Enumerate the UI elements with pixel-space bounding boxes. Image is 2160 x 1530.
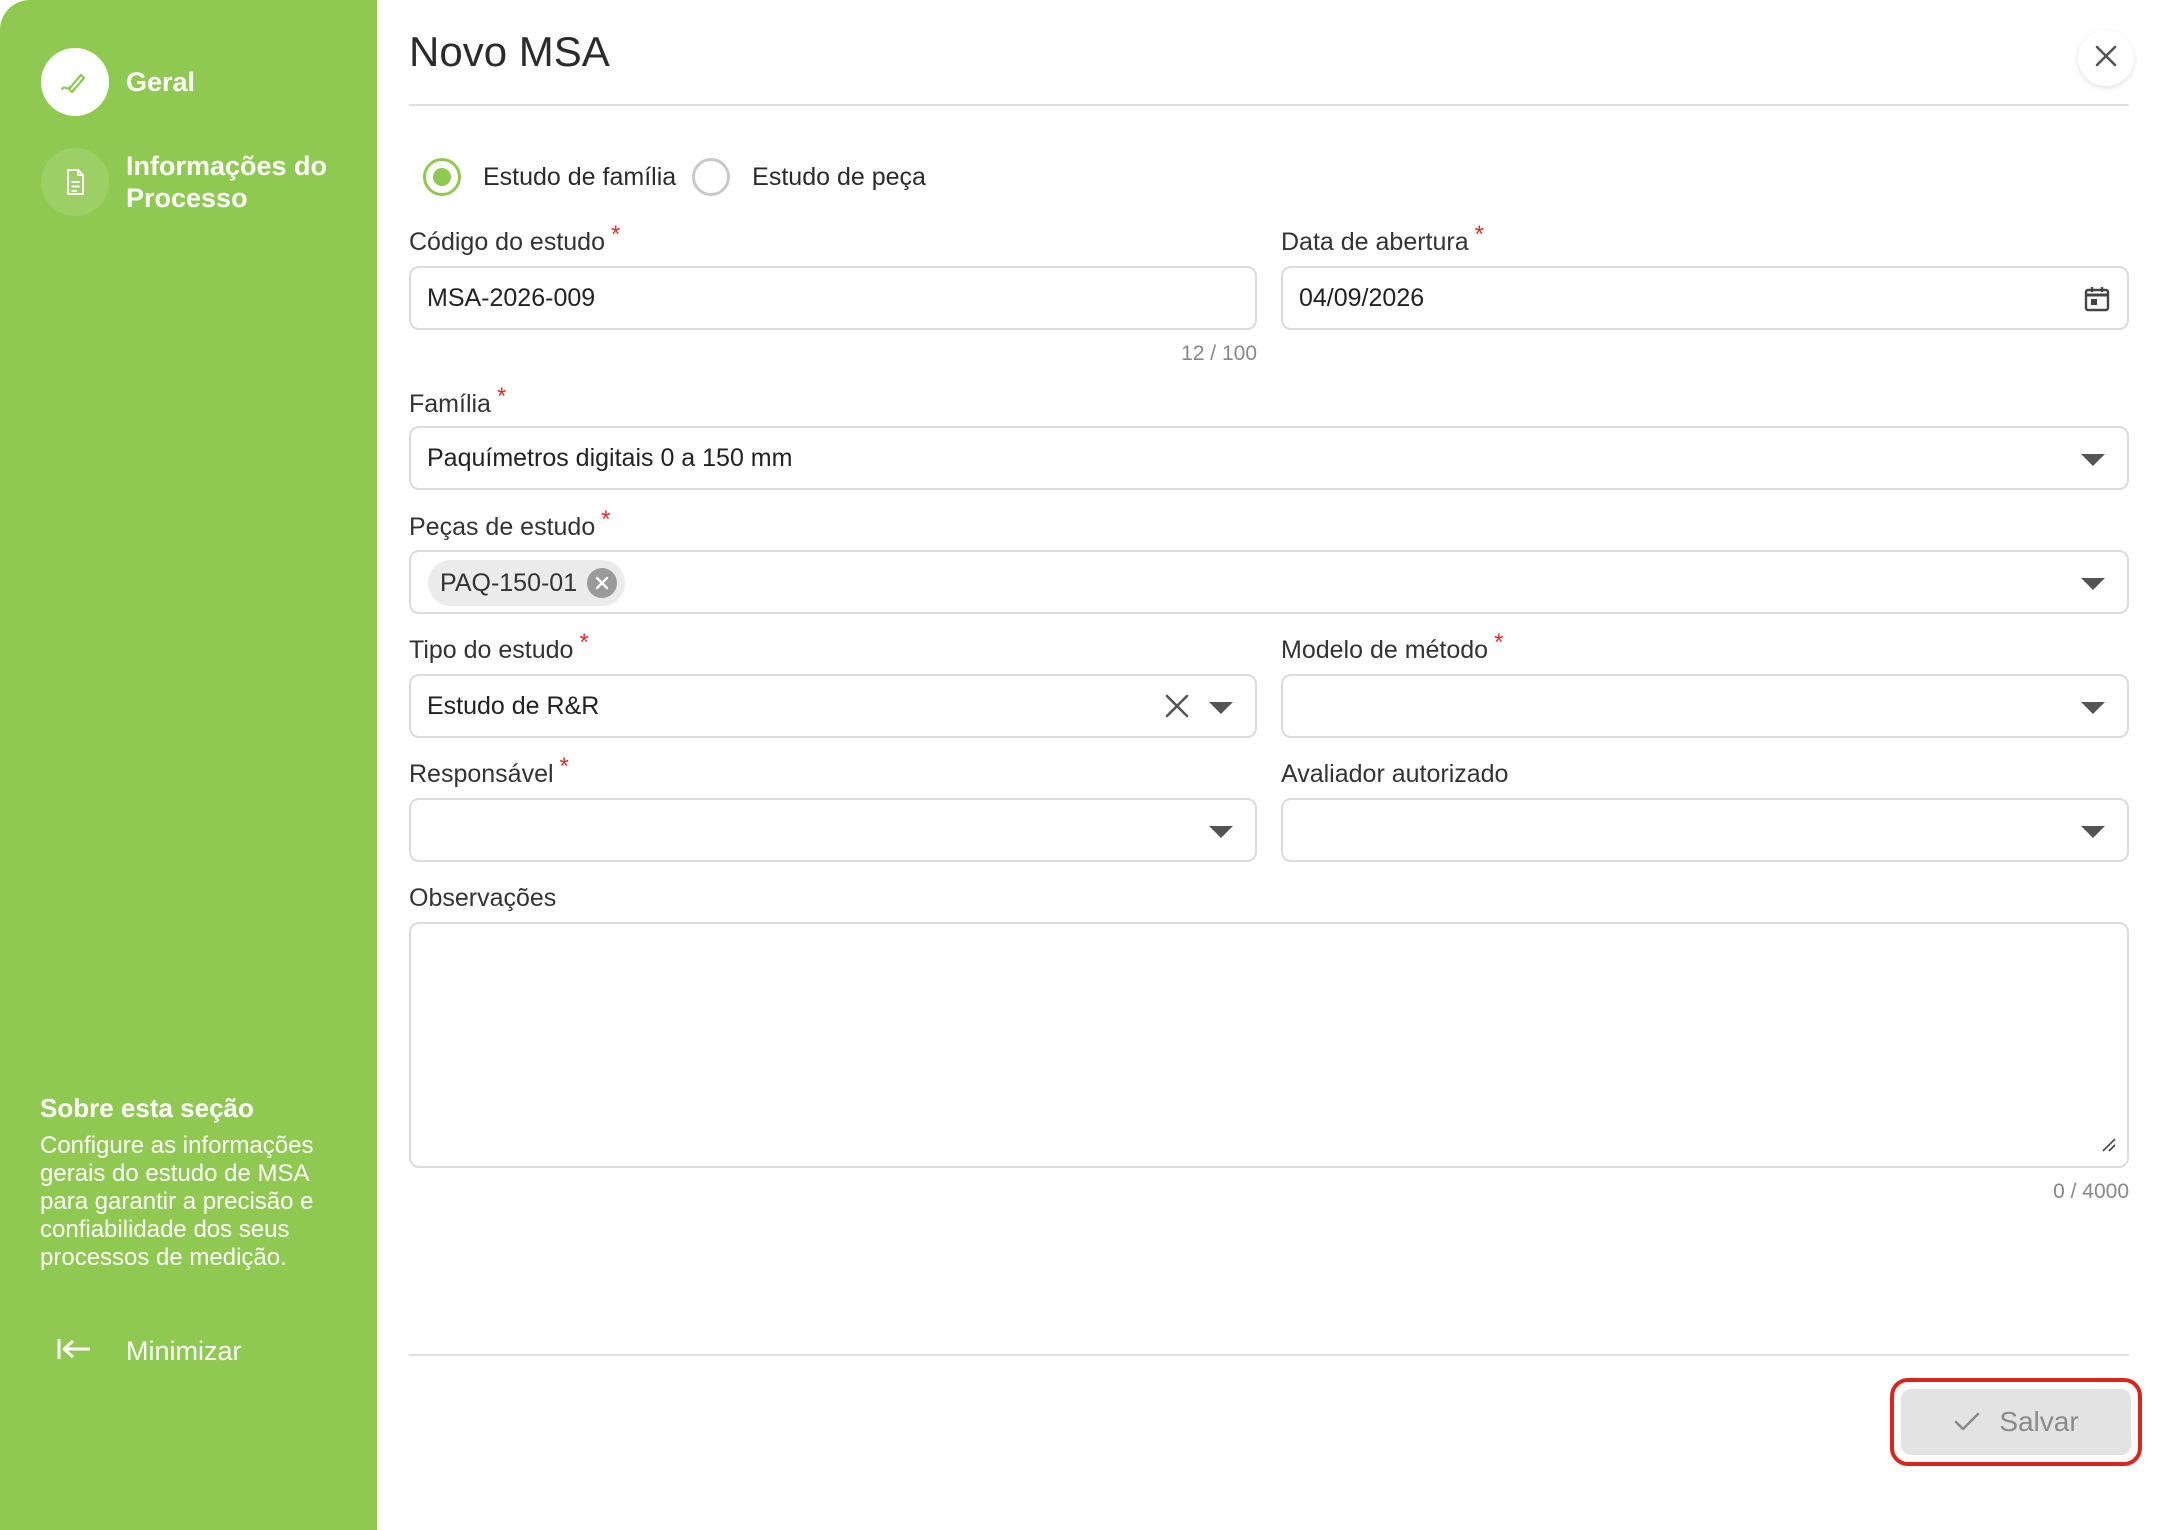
pecas-label: [409, 506, 611, 542]
calendar-icon[interactable]: [2083, 285, 2111, 320]
modelo-metodo-select[interactable]: [1281, 674, 2129, 738]
minimize-button[interactable]: [56, 1336, 242, 1367]
document-icon: [41, 148, 109, 216]
required-asterisk: *: [1474, 221, 1484, 248]
codigo-label-text: Código do estudo: [409, 228, 605, 256]
familia-label-text: Família: [409, 390, 491, 418]
minimize-label: Minimizar: [126, 1336, 242, 1366]
codigo-counter: 12 / 100: [1181, 342, 1257, 365]
observacoes-textarea[interactable]: [409, 922, 2129, 1168]
about-section: [40, 1093, 340, 1272]
peca-chip: [428, 560, 625, 606]
codigo-value: MSA-2026-009: [427, 283, 596, 312]
sidebar-item-geral[interactable]: [41, 48, 195, 116]
save-label: Salvar: [1999, 1406, 2079, 1437]
codigo-input[interactable]: [409, 266, 1257, 330]
check-icon: [1953, 1411, 1981, 1433]
tipo-estudo-value: Estudo de R&R: [427, 691, 600, 720]
resize-handle-icon[interactable]: [2099, 1135, 2117, 1158]
familia-value: Paquímetros digitais 0 a 150 mm: [427, 443, 793, 472]
tipo-estudo-label-text: Tipo do estudo: [409, 636, 574, 664]
footer-divider: [409, 1354, 2129, 1356]
required-asterisk: *: [579, 629, 589, 656]
data-abertura-value: 04/09/2026: [1299, 283, 1425, 312]
responsavel-select[interactable]: [409, 798, 1257, 862]
radio-estudo-familia[interactable]: [423, 158, 461, 196]
responsavel-label: [409, 753, 569, 789]
study-type-radio-group: [423, 155, 942, 199]
required-asterisk: *: [1494, 629, 1504, 656]
dialog-title: Novo MSA: [409, 28, 610, 75]
remove-chip-icon[interactable]: [587, 568, 617, 598]
observacoes-label: Observações: [409, 884, 557, 912]
pecas-label-text: Peças de estudo: [409, 513, 596, 541]
tipo-estudo-label: [409, 629, 589, 665]
data-abertura-input[interactable]: [1281, 266, 2129, 330]
chevron-down-icon[interactable]: [2081, 454, 2105, 466]
tipo-estudo-select[interactable]: [409, 674, 1257, 738]
sidebar: [0, 0, 377, 1530]
save-button[interactable]: [1901, 1389, 2131, 1455]
familia-label: [409, 383, 507, 419]
codigo-label: [409, 221, 621, 257]
sidebar-item-label: Geral: [126, 67, 196, 97]
responsavel-label-text: Responsável: [409, 760, 554, 788]
required-asterisk: *: [559, 753, 569, 780]
chevron-down-icon[interactable]: [2081, 826, 2105, 838]
chevron-down-icon[interactable]: [2081, 578, 2105, 590]
chip-label: PAQ-150-01: [440, 568, 578, 597]
about-title: Sobre esta seção: [40, 1093, 254, 1123]
required-asterisk: *: [496, 383, 507, 410]
data-abertura-label: [1281, 221, 1484, 257]
required-asterisk: *: [601, 506, 611, 533]
required-asterisk: *: [610, 221, 621, 248]
chevron-down-icon[interactable]: [1209, 702, 1233, 714]
pencil-icon: [41, 48, 109, 116]
sidebar-item-label: Informações do Processo: [126, 151, 328, 213]
radio-label-estudo-peca[interactable]: Estudo de peça: [752, 162, 926, 191]
avaliador-label: Avaliador autorizado: [1281, 760, 1509, 788]
header-divider: [409, 104, 2129, 106]
chevron-down-icon[interactable]: [2081, 702, 2105, 714]
familia-select[interactable]: [409, 426, 2129, 490]
clear-icon[interactable]: [1163, 692, 1191, 727]
radio-estudo-peca[interactable]: [692, 158, 730, 196]
pecas-select[interactable]: [409, 550, 2129, 614]
modelo-metodo-label: [1281, 629, 1504, 665]
close-button[interactable]: [2078, 30, 2134, 86]
data-abertura-label-text: Data de abertura: [1281, 228, 1469, 256]
modelo-metodo-label-text: Modelo de método: [1281, 636, 1489, 664]
collapse-left-icon: [56, 1337, 92, 1366]
radio-label-estudo-familia[interactable]: Estudo de família: [483, 162, 677, 191]
sidebar-item-informacoes-processo[interactable]: [41, 148, 346, 216]
avaliador-select[interactable]: [1281, 798, 2129, 862]
about-text: Configure as informações gerais do estudo de MSA para garantir a precisão e confiabilidade dos seus processos de medição.: [40, 1132, 314, 1271]
chevron-down-icon[interactable]: [1209, 826, 1233, 838]
observacoes-counter: 0 / 4000: [2053, 1180, 2129, 1203]
close-icon: [2093, 43, 2119, 74]
